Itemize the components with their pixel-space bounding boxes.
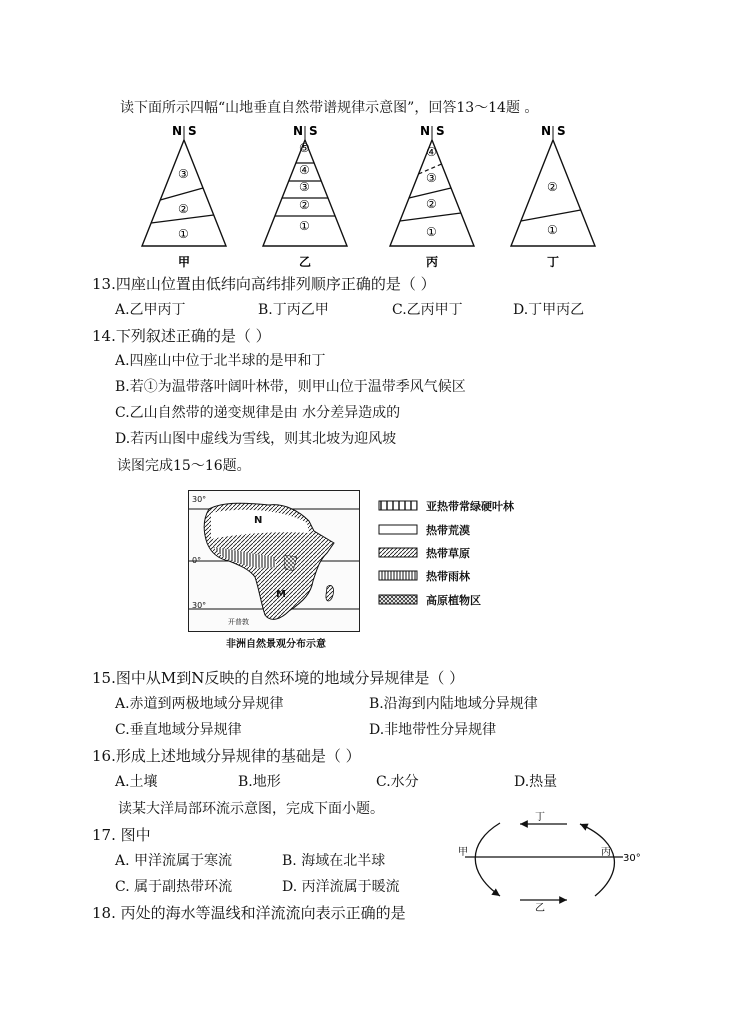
q13-option-c[interactable]: C.乙丙甲丁 <box>392 302 463 318</box>
q16-option-a[interactable]: A.土壤 <box>115 774 158 790</box>
legend-label-rainforest: 热带雨林 <box>426 570 470 583</box>
africa-map <box>188 490 360 632</box>
mountain-diagrams <box>140 118 620 278</box>
q16-option-c[interactable]: C.水分 <box>376 774 419 790</box>
mountain-4-zone-1: ② <box>547 180 558 194</box>
q15-option-b[interactable]: B.沿海到内陆地域分异规律 <box>369 696 538 712</box>
q16-option-d[interactable]: D.热量 <box>514 774 558 790</box>
mountain-2-name: 乙 <box>299 255 312 269</box>
mountain-1-zone-3: ① <box>178 227 189 241</box>
mountain-2 <box>263 124 347 269</box>
gyre-lat-label: 30° <box>623 853 641 864</box>
q14-option-d[interactable]: D.若丙山图中虚线为雪线，则其北坡为迎风坡 <box>115 431 397 447</box>
legend-swatch-sclerophyll <box>379 501 417 510</box>
q15-stem: 15.图中从M到N反映的自然环境的地域分异规律是（ ） <box>92 669 465 687</box>
mountain-1-label-n: N <box>172 124 183 138</box>
q16-stem: 16.形成上述地域分异规律的基础是（ ） <box>92 747 361 765</box>
mountain-4-name: 丁 <box>547 255 560 269</box>
q17-stem: 17. 图中 <box>92 826 151 844</box>
mountain-2-zone-4: ② <box>299 198 310 212</box>
mountain-2-zone-1: ⑤ <box>299 141 310 155</box>
legend-label-plateau: 高原植物区 <box>426 594 481 607</box>
map-small-label: 开普敦 <box>228 618 249 626</box>
q14-stem: 14.下列叙述正确的是（ ） <box>92 327 271 345</box>
legend-label-desert: 热带荒漠 <box>426 524 470 537</box>
mountain-3-zone-1: ④ <box>426 145 437 159</box>
map-lat-30s: 30° <box>192 601 207 610</box>
q15-option-c[interactable]: C.垂直地域分异规律 <box>115 722 242 738</box>
mountain-4-label-s: S <box>557 124 566 138</box>
intro-13-14: 读下面所示四幅“山地垂直自然带谱规律示意图”，回答13～14题 。 <box>120 100 539 116</box>
q13-option-d[interactable]: D.丁甲丙乙 <box>513 302 585 318</box>
q17-option-a[interactable]: A. 甲洋流属于寒流 <box>115 853 233 869</box>
q17-option-c[interactable]: C. 属于副热带环流 <box>115 879 233 895</box>
q18-stem: 18. 丙处的海水等温线和洋流流向表示正确的是 <box>92 904 406 922</box>
q14-option-c[interactable]: C.乙山自然带的递变规律是由 水分差异造成的 <box>115 405 401 421</box>
mountain-4-label-n: N <box>541 124 552 138</box>
mountain-2-zone-5: ① <box>299 219 310 233</box>
intro-15-16: 读图完成15～16题。 <box>117 458 251 474</box>
q13-option-b[interactable]: B.丁丙乙甲 <box>258 302 329 318</box>
q13-option-a[interactable]: A.乙甲丙丁 <box>115 302 186 318</box>
intro-17-18: 读某大洋局部环流示意图，完成下面小题。 <box>118 801 384 817</box>
map-lat-0: 0° <box>192 556 202 565</box>
gyre-label-yi: 乙 <box>535 903 545 913</box>
q17-option-d[interactable]: D. 丙洋流属于暖流 <box>282 879 400 895</box>
legend-label-sclerophyll: 亚热带常绿硬叶林 <box>426 500 514 513</box>
legend-label-savanna: 热带草原 <box>426 547 470 560</box>
ocean-gyre-diagram <box>455 808 655 913</box>
q16-option-b[interactable]: B.地形 <box>238 774 281 790</box>
q14-option-b[interactable]: B.若①为温带落叶阔叶林带，则甲山位于温带季风气候区 <box>115 379 466 395</box>
mountain-4-zone-2: ① <box>547 223 558 237</box>
mountain-3-zone-4: ① <box>426 225 437 239</box>
legend-swatch-rainforest <box>379 571 417 580</box>
mountain-4 <box>511 124 595 269</box>
q14-option-a[interactable]: A.四座山中位于北半球的是甲和丁 <box>115 353 326 369</box>
map-lat-30n: 30° <box>192 495 207 504</box>
mountain-2-zone-2: ④ <box>299 163 310 177</box>
q15-option-d[interactable]: D.非地带性分异规律 <box>369 722 497 738</box>
mountain-1-zone-2: ② <box>178 202 189 216</box>
gyre-label-bing: 丙 <box>601 847 611 858</box>
mountain-3-zone-3: ② <box>426 197 437 211</box>
map-caption: 非洲自然景观分布示意 <box>226 639 326 650</box>
q17-option-b[interactable]: B. 海域在北半球 <box>282 853 386 869</box>
mountain-2-zone-3: ③ <box>299 180 310 194</box>
legend-swatch-savanna <box>379 548 417 557</box>
mountain-1-zone-1: ③ <box>178 167 189 181</box>
mountain-2-label-n: N <box>293 124 304 138</box>
mountain-3 <box>390 124 474 269</box>
mountain-1 <box>142 124 226 269</box>
map-point-n: N <box>254 515 263 526</box>
gyre-label-ding: 丁 <box>535 812 545 823</box>
mountain-1-label-s: S <box>188 124 197 138</box>
q13-stem: 13.四座山位置由低纬向高纬排列顺序正确的是（ ） <box>92 275 436 293</box>
legend-swatch-plateau <box>379 595 417 604</box>
mountain-2-label-s: S <box>309 124 318 138</box>
mountain-3-name: 丙 <box>426 255 439 269</box>
mountain-1-name: 甲 <box>178 255 191 269</box>
gyre-label-jia: 甲 <box>458 847 468 858</box>
mountain-3-zone-2: ③ <box>426 171 437 185</box>
q15-option-a[interactable]: A.赤道到两极地域分异规律 <box>115 696 284 712</box>
map-point-m: M <box>276 589 286 600</box>
legend-swatch-desert <box>379 525 417 534</box>
mountain-3-label-n: N <box>420 124 431 138</box>
mountain-3-label-s: S <box>436 124 445 138</box>
